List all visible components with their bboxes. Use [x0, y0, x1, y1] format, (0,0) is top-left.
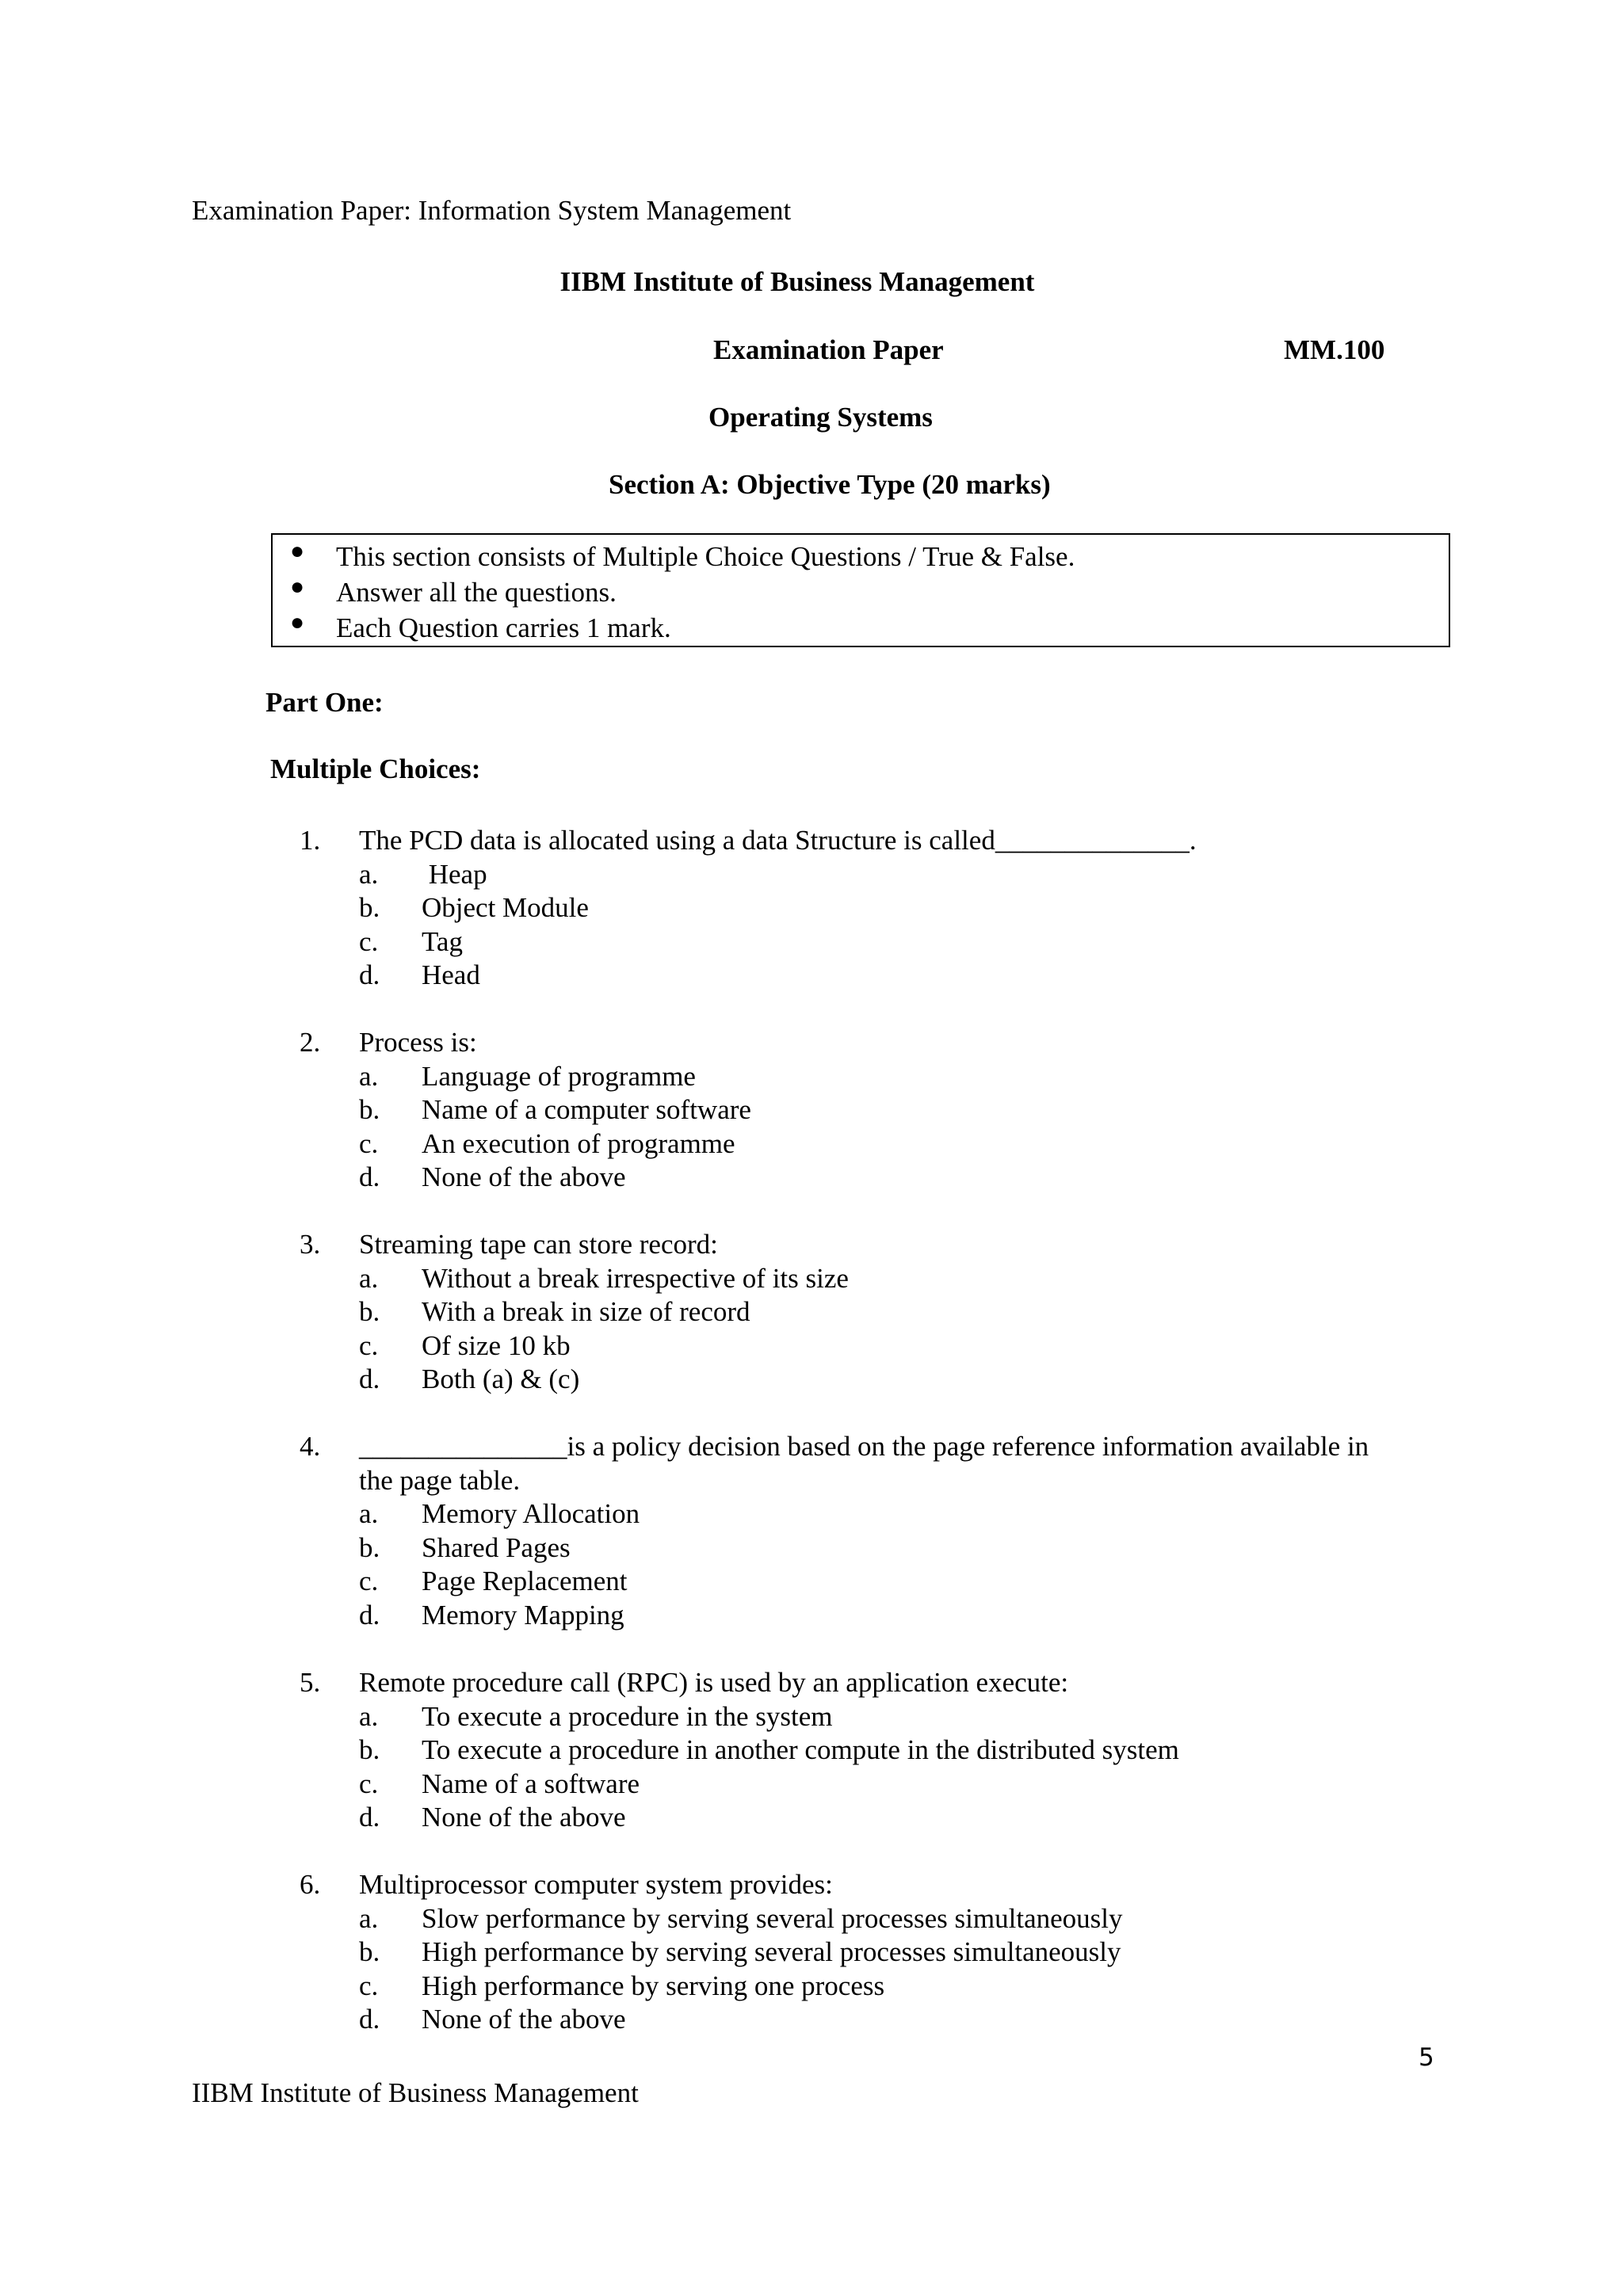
option-letter: c. [359, 1566, 379, 1596]
question-text: Process is: [359, 1027, 477, 1058]
bullet-icon: ● [290, 538, 305, 564]
option-letter: d. [359, 1802, 380, 1833]
question-number: 5. [300, 1667, 321, 1698]
option-text: Without a break irrespective of its size [422, 1262, 849, 1294]
option-text: None of the above [422, 1161, 626, 1192]
part-title: Part One: [265, 687, 384, 718]
instruction-text: Each Question carries 1 mark. [336, 612, 671, 643]
option-letter: a. [359, 1700, 379, 1732]
option-text: Memory Mapping [422, 1599, 624, 1630]
question-number: 4. [300, 1431, 321, 1462]
instruction-text: This section consists of Multiple Choice Questions / True & False. [336, 541, 1075, 572]
option-text: High performance by serving one process [422, 1970, 885, 2001]
instruction-item [273, 608, 1445, 643]
option-text: To execute a procedure in another compute in the distributed system [422, 1734, 1179, 1765]
course-code: MM.100 [1284, 334, 1385, 365]
subject-title: Operating Systems [708, 402, 933, 433]
option-letter: d. [359, 1599, 380, 1630]
option-text: Head [422, 959, 480, 990]
option-letter: b. [359, 1734, 380, 1765]
question-number: 6. [300, 1869, 321, 1900]
option-letter: c. [359, 1970, 379, 2001]
multiple-choice-title: Multiple Choices: [270, 753, 481, 784]
question-text: Multiprocessor computer system provides: [359, 1869, 833, 1900]
question-text: _______________is a policy decision based on the page reference information available in [359, 1431, 1369, 1462]
option-letter: b. [359, 1531, 380, 1563]
option-letter: a. [359, 1262, 379, 1294]
question-number: 3. [300, 1229, 321, 1260]
option-text: Object Module [422, 892, 589, 923]
option-letter: c. [359, 925, 379, 957]
option-text: An execution of programme [422, 1127, 735, 1159]
option-letter: c. [359, 1329, 379, 1361]
option-text: With a break in size of record [422, 1296, 750, 1327]
option-text: None of the above [422, 1802, 626, 1833]
option-text: Page Replacement [422, 1566, 628, 1596]
option-text: Slow performance by serving several processes simultaneously [422, 1902, 1123, 1934]
option-letter: c. [359, 1127, 379, 1159]
option-text: Heap [422, 858, 487, 890]
option-text: None of the above [422, 2004, 626, 2035]
option-letter: d. [359, 1161, 380, 1192]
instructions-box [271, 533, 1450, 647]
option-letter: a. [359, 858, 379, 890]
exam-paper-title: Examination Paper [713, 334, 944, 365]
question-number: 2. [300, 1027, 321, 1058]
option-text: High performance by serving several processes simultaneously [422, 1936, 1121, 1967]
option-letter: b. [359, 892, 380, 923]
instruction-item [273, 572, 1445, 607]
instruction-item [273, 536, 1445, 571]
footer: IIBM Institute of Business Management [192, 2077, 639, 2108]
option-letter: a. [359, 1060, 379, 1092]
option-text: Both (a) & (c) [422, 1363, 580, 1394]
question-text: the page table. [359, 1464, 521, 1496]
option-text: To execute a procedure in the system [422, 1700, 833, 1732]
running-header: Examination Paper: Information System Management [192, 195, 792, 226]
bullet-icon: ● [290, 609, 305, 635]
option-letter: b. [359, 1094, 380, 1125]
option-text: Language of programme [422, 1060, 696, 1092]
option-letter: a. [359, 1902, 379, 1934]
option-text: Of size 10 kb [422, 1329, 571, 1361]
option-text: Memory Allocation [422, 1498, 640, 1529]
option-text: Tag [422, 925, 463, 957]
page-number: 5 [1419, 2043, 1434, 2072]
instruction-text: Answer all the questions. [336, 577, 617, 608]
question-text: Remote procedure call (RPC) is used by an application execute: [359, 1667, 1069, 1698]
bullet-icon: ● [290, 574, 305, 600]
institute-title: IIBM Institute of Business Management [559, 266, 1035, 297]
option-text: Shared Pages [422, 1531, 571, 1563]
section-title: Section A: Objective Type (20 marks) [609, 469, 1051, 500]
option-letter: d. [359, 1363, 380, 1394]
option-text: Name of a computer software [422, 1094, 751, 1125]
option-letter: d. [359, 959, 380, 990]
option-letter: b. [359, 1296, 380, 1327]
option-letter: c. [359, 1768, 379, 1799]
option-letter: b. [359, 1936, 380, 1967]
option-text: Name of a software [422, 1768, 640, 1799]
question-text: The PCD data is allocated using a data Structure is called______________. [359, 825, 1197, 856]
question-number: 1. [300, 825, 321, 856]
option-letter: a. [359, 1498, 379, 1529]
question-text: Streaming tape can store record: [359, 1229, 718, 1260]
option-letter: d. [359, 2004, 380, 2035]
